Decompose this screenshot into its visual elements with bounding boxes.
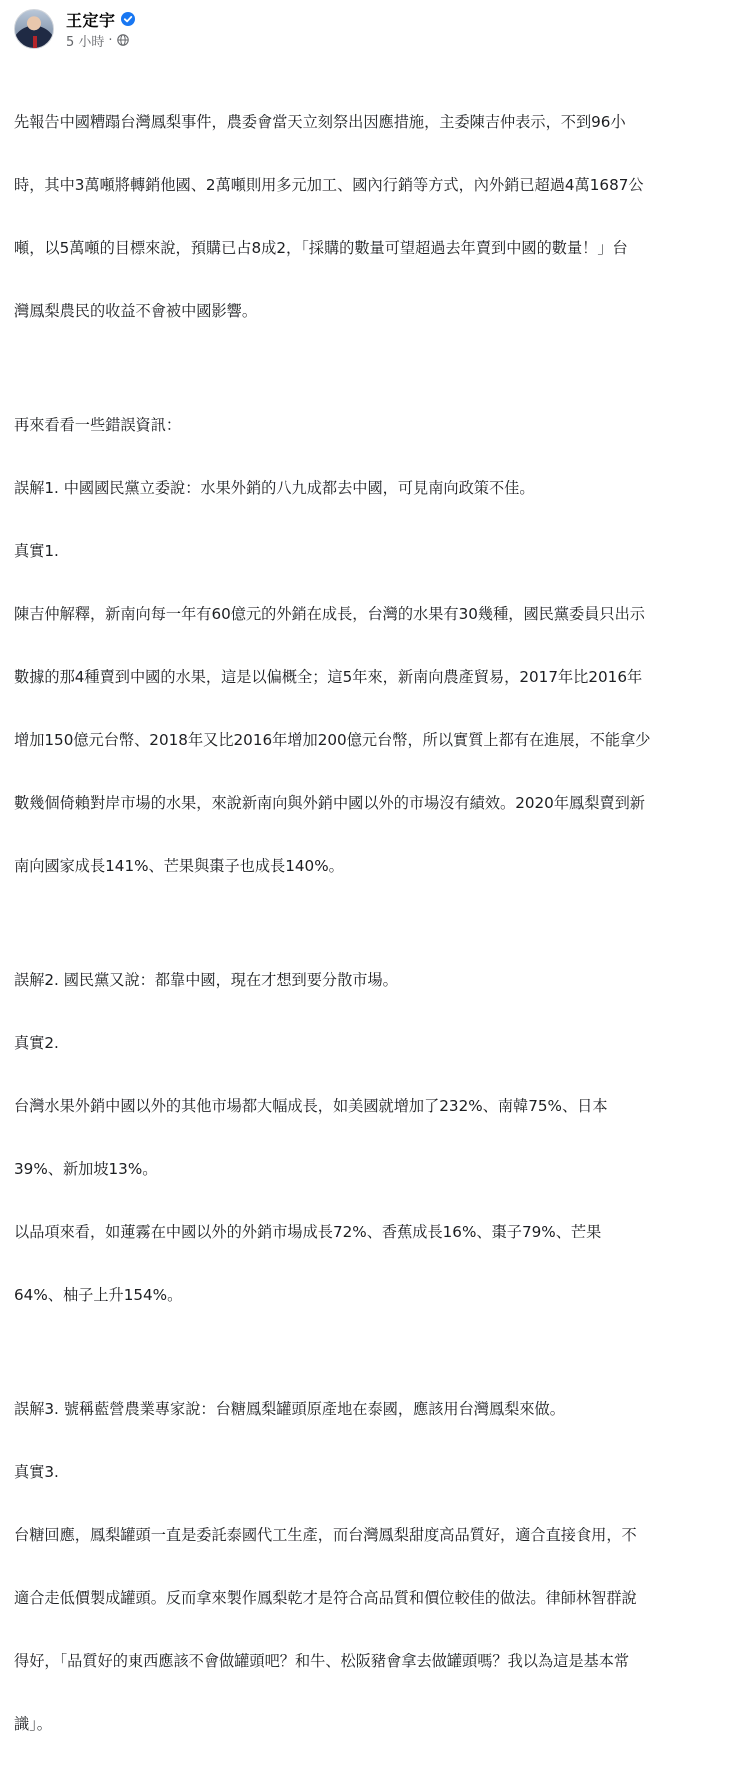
text-line: 適合走低價製成罐頭。反而拿來製作鳳梨乾才是符合高品質和價位較佳的做法。律師林智群說 xyxy=(14,1589,637,1607)
separator-dot: · xyxy=(108,32,113,48)
text-line: 64%、柚子上升154%。 xyxy=(14,1286,183,1304)
text-line: 誤解2. 國民黨又說：都靠中國，現在才想到要分散市場。 xyxy=(14,971,398,989)
text-line: 台糖回應，鳳梨罐頭一直是委託泰國代工生產，而台灣鳳梨甜度高品質好，適合直接食用，不 xyxy=(14,1526,637,1544)
text-line: 台灣水果外銷中國以外的其他市場都大幅成長，如美國就增加了232%、南韓75%、日本 xyxy=(14,1097,608,1115)
text-line: 數幾個倚賴對岸市場的水果，來說新南向與外銷中國以外的市場沒有績效。2020年鳳梨賣到新 xyxy=(14,794,645,812)
paragraph-myth-1 xyxy=(14,373,736,919)
text-line: 時，其中3萬噸將轉銷他國、2萬噸則用多元加工、國內行銷等方式，內外銷已超過4萬1687公 xyxy=(14,176,644,194)
text-line: 數據的那4種賣到中國的水果，這是以偏概全；這5年來，新南向農產貿易，2017年比2016年 xyxy=(14,668,643,686)
text-line: 誤解1. 中國國民黨立委說：水果外銷的八九成都去中國，可見南向政策不佳。 xyxy=(14,479,535,497)
text-line: 誤解3. 號稱藍營農業專家說：台糖鳳梨罐頭原產地在泰國，應該用台灣鳳梨來做。 xyxy=(14,1400,565,1418)
text-line: 南向國家成長141%、芒果與棗子也成長140%。 xyxy=(14,857,344,875)
avatar-tie xyxy=(33,36,37,48)
post-header xyxy=(14,7,135,51)
author-name[interactable]: 王定宇 xyxy=(66,10,116,30)
text-line: 得好，「品質好的東西應該不會做罐頭吧？和牛、松阪豬會拿去做罐頭嗎？我以為這是基本常 xyxy=(14,1652,630,1670)
verified-badge-icon xyxy=(121,12,135,26)
text-line: 噸，以5萬噸的目標來說，預購已占8成2，「採購的數量可望超過去年賣到中國的數量！」台 xyxy=(14,239,628,257)
text-line: 真實2. xyxy=(14,1034,59,1052)
text-line: 灣鳳梨農民的收益不會被中國影響。 xyxy=(14,302,257,320)
post-body xyxy=(14,70,736,1786)
paragraph-intro xyxy=(14,70,736,364)
text-line: 真實3. xyxy=(14,1463,59,1481)
text-line: 先報告中國糟蹋台灣鳳梨事件，農委會當天立刻祭出因應措施，主委陳吉仲表示，不到96小 xyxy=(14,113,626,131)
paragraph-myth-2 xyxy=(14,928,736,1348)
text-line: 再來看看一些錯誤資訊： xyxy=(14,416,182,434)
time-row xyxy=(66,31,135,49)
text-line: 真實1. xyxy=(14,542,59,560)
text-line: 陳吉仲解釋，新南向每一年有60億元的外銷在成長，台灣的水果有30幾種，國民黨委員只出示 xyxy=(14,605,645,623)
post-meta xyxy=(66,9,135,49)
avatar[interactable] xyxy=(14,9,54,49)
name-row xyxy=(66,9,135,29)
paragraph-myth-3 xyxy=(14,1357,736,1777)
text-line: 以品項來看，如蓮霧在中國以外的外銷市場成長72%、香蕉成長16%、棗子79%、芒果 xyxy=(14,1223,602,1241)
text-line: 增加150億元台幣、2018年又比2016年增加200億元台幣，所以實質上都有在進展，不能拿少 xyxy=(14,731,651,749)
text-line: 識」。 xyxy=(14,1715,52,1733)
text-line: 39%、新加坡13%。 xyxy=(14,1160,158,1178)
post-timestamp[interactable]: 5 小時 xyxy=(66,34,105,50)
globe-icon[interactable] xyxy=(117,34,129,46)
